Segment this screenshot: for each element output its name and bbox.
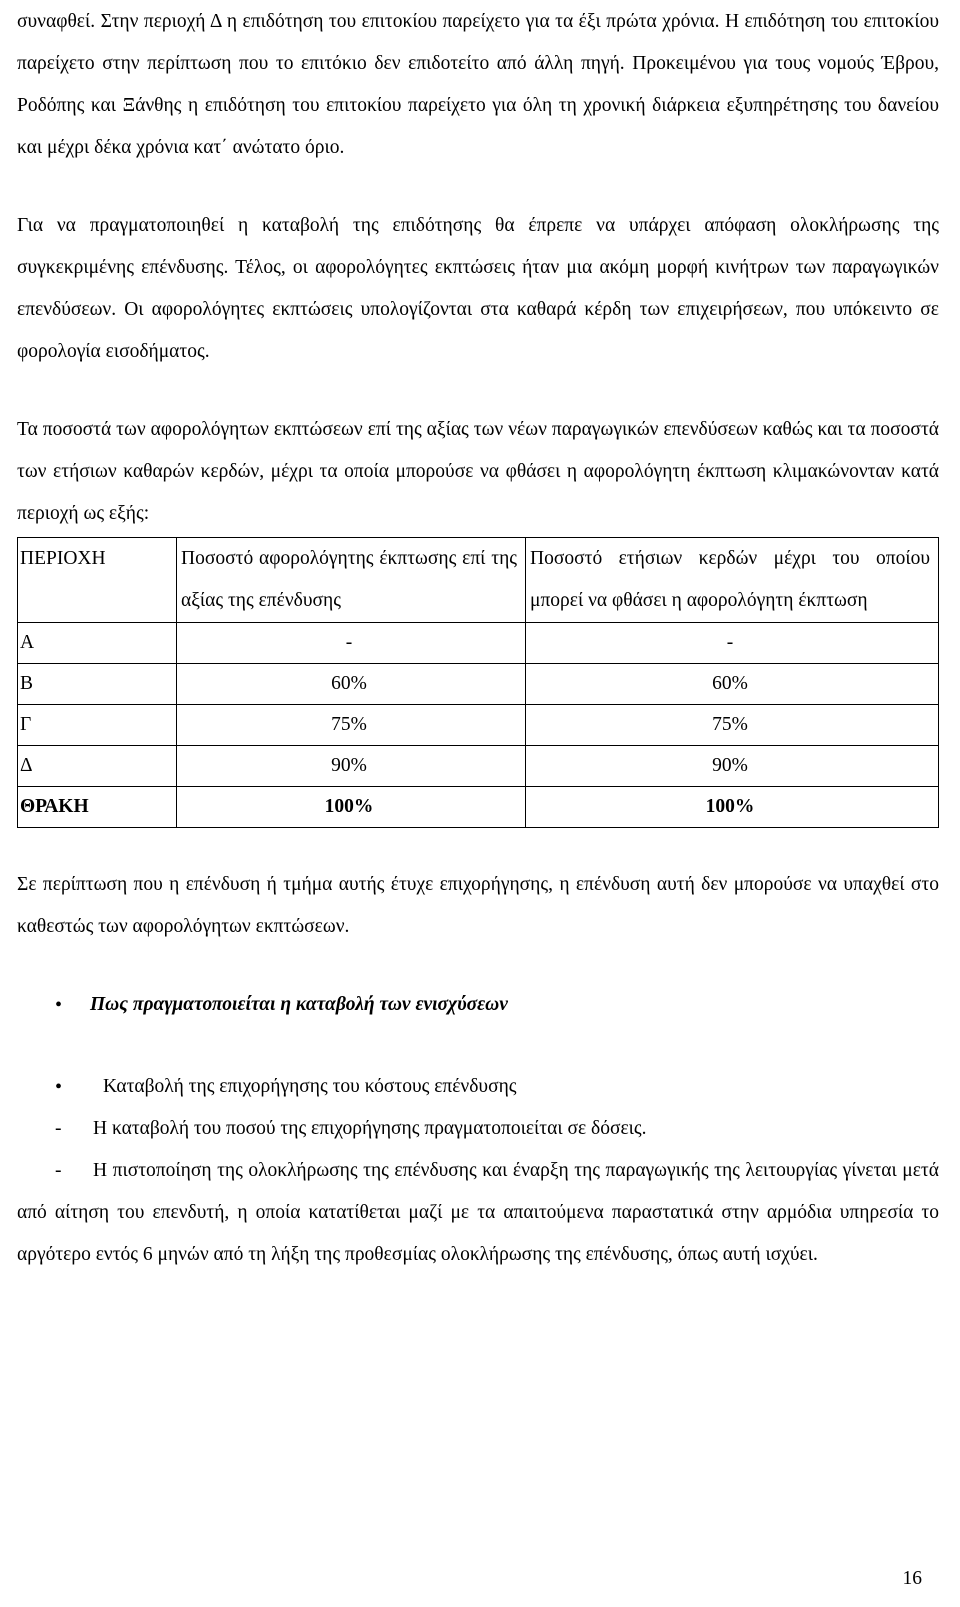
table-row — [18, 705, 939, 746]
header-profit-rate: Ποσοστό ετήσιων κερδών μέχρι του οποίου μπορεί να φθάσει η αφορολόγητη έκπτωση — [526, 538, 939, 623]
dash-item-text: Η καταβολή του ποσού της επιχορήγησης πραγματοποιείται σε δόσεις. — [93, 1118, 647, 1139]
header-region: ΠΕΡΙΟΧΗ — [18, 538, 177, 623]
profit-cell: 90% — [526, 746, 939, 787]
table-row — [18, 787, 939, 828]
table-header-row — [18, 538, 939, 623]
region-cell: Β — [18, 664, 177, 705]
region-cell: Α — [18, 623, 177, 664]
spacer — [17, 169, 939, 205]
bullet-item-text: Καταβολή της επιχορήγησης του κόστους επένδυσης — [103, 1076, 517, 1097]
dash-marker: - — [55, 1118, 62, 1139]
region-cell: Γ — [18, 705, 177, 746]
table-row — [18, 746, 939, 787]
spacer — [17, 828, 939, 864]
region-cell: ΘΡΑΚΗ — [18, 787, 177, 828]
exemption-cell: 90% — [177, 746, 526, 787]
document-page — [17, 0, 939, 1276]
region-cell: Δ — [18, 746, 177, 787]
dash-item — [17, 1108, 939, 1150]
page-number: 16 — [902, 1568, 922, 1589]
dash-item-text: Η πιστοποίηση της ολοκλήρωσης της επένδυσης και έναρξη της παραγωγικής της λειτουργίας γίνεται μετά από αίτηση του επενδυτή, η οποία κατατίθεται μαζί με τα απαιτούμενα παραστατικά στην αρμόδια υπηρεσία το αργότερο εντός 6 μηνών από τη λήξη της προθεσμίας ολοκλήρωσης της επένδυσης, όπως αυτή ισχύει. — [17, 1160, 939, 1265]
spacer — [17, 373, 939, 409]
table-row — [18, 623, 939, 664]
bullet-icon: • — [55, 1076, 63, 1098]
spacer — [17, 948, 939, 984]
profit-cell: 75% — [526, 705, 939, 746]
exemption-cell: 100% — [177, 787, 526, 828]
paragraph-intro: συναφθεί. Στην περιοχή Δ η επιδότηση του επιτοκίου παρείχετο για τα έξι πρώτα χρόνια. Η επιδότηση του επιτοκίου παρείχετο στην περίπτωση που το επιτόκιο δεν επιδοτείτο από άλλη πηγή. Προκειμένου για τους νομούς Έβρου, Ροδόπης και Ξάνθης η επιδότηση του επιτοκίου παρείχετο για όλη τη χρονική διάρκεια εξυπηρέτησης του δανείου και μέχρι δέκα χρόνια κατ΄ ανώτατο όριο. — [17, 11, 939, 158]
bullet-heading-text: Πως πραγματοποιείται η καταβολή των ενισχύσεων — [90, 994, 508, 1015]
profit-cell: - — [526, 623, 939, 664]
paragraph-subsidy-note: Σε περίπτωση που η επένδυση ή τμήμα αυτής έτυχε επιχορήγησης, η επένδυση αυτή δεν μπορούσε να υπαχθεί στο καθεστώς των αφορολόγητων εκπτώσεων. — [17, 874, 939, 937]
exemption-cell: 60% — [177, 664, 526, 705]
header-exemption-rate: Ποσοστό αφορολόγητης έκπτωσης επί της αξίας της επένδυσης — [177, 538, 526, 623]
dash-marker: - — [55, 1160, 62, 1181]
exemption-cell: - — [177, 623, 526, 664]
paragraph-payment: Για να πραγματοποιηθεί η καταβολή της επιδότησης θα έπρεπε να υπάρχει απόφαση ολοκλήρωσης της συγκεκριμένης επένδυσης. Τέλος, οι αφορολόγητες εκπτώσεις ήταν μια ακόμη μορφή κινήτρων των παραγωγικών επενδύσεων. Οι αφορολόγητες εκπτώσεις υπολογίζονται στα καθαρά κέρδη των επιχειρήσεων, που υπόκειντο σε φορολογία εισοδήματος. — [17, 215, 939, 362]
bullet-item — [17, 1066, 939, 1108]
spacer — [17, 1026, 939, 1066]
bullet-heading — [17, 984, 939, 1026]
dash-item — [17, 1150, 939, 1276]
profit-cell: 100% — [526, 787, 939, 828]
profit-cell: 60% — [526, 664, 939, 705]
tax-exemption-table — [17, 537, 939, 828]
bullet-icon: • — [55, 994, 63, 1016]
table-row — [18, 664, 939, 705]
paragraph-rates-intro: Τα ποσοστά των αφορολόγητων εκπτώσεων επί της αξίας των νέων παραγωγικών επενδύσεων καθώς και τα ποσοστά των ετήσιων καθαρών κερδών, μέχρι τα οποία μπορούσε να φθάσει η αφορολόγητη έκπτωση κλιμακώνονταν κατά περιοχή ως εξής: — [17, 419, 939, 524]
exemption-cell: 75% — [177, 705, 526, 746]
